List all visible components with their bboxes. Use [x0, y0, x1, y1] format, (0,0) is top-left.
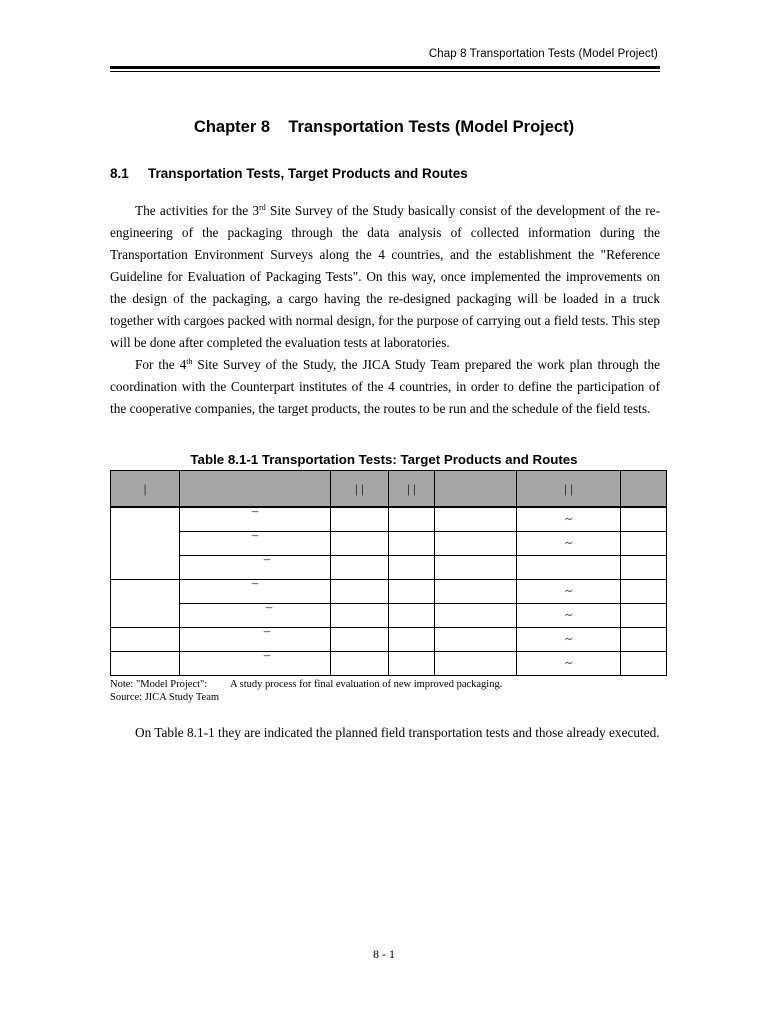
paragraph-1 — [110, 200, 660, 354]
table-cell — [621, 507, 667, 532]
paragraph-1-rest: Site Survey of the Study basically consist of the development of the re-engineering of the packaging through the data analysis of collected information during the Transportation Environment Surveys along the 4 countries, and the establishment the "Reference Guideline for Evaluation of Packaging Tests". On this way, once implemented the improvements on the design of the packaging, a cargo having the re-designed packaging will be loaded in a truck together with cargoes packed with normal design, for the purpose of carrying out a field tests. This step will be done after completed the evaluation tests at laboratories. — [110, 203, 660, 350]
header-cell-4: | | — [389, 471, 435, 508]
table-cell — [331, 652, 389, 676]
section-heading — [110, 166, 468, 181]
table-cell — [389, 532, 435, 556]
route-dash: – — [251, 503, 259, 518]
route-cell — [180, 575, 331, 604]
table-cell — [621, 532, 667, 556]
period-cell — [517, 628, 621, 652]
table-row — [111, 628, 667, 652]
table-cell — [435, 604, 517, 628]
header-cell-7 — [621, 471, 667, 508]
period-tilde: ~ — [564, 655, 573, 670]
table-cell — [435, 556, 517, 580]
closing-text — [110, 722, 660, 744]
table-cell — [331, 532, 389, 556]
paragraph-2 — [110, 354, 660, 420]
route-dash: – — [263, 647, 271, 662]
section-title: Transportation Tests, Target Products and Routes — [148, 166, 468, 181]
table-row — [111, 580, 667, 604]
route-cell — [180, 647, 331, 676]
table-cell — [435, 532, 517, 556]
route-dash: – — [251, 575, 259, 590]
table-cell — [389, 556, 435, 580]
table-cell — [435, 507, 517, 532]
table-cell — [389, 604, 435, 628]
table-cell — [435, 652, 517, 676]
table-cell — [435, 628, 517, 652]
running-header: Chap 8 Transportation Tests (Model Project) — [428, 48, 658, 60]
period-cell — [517, 580, 621, 604]
body-text — [110, 200, 660, 420]
table-cell — [331, 628, 389, 652]
paragraph-2-rest: Site Survey of the Study, the JICA Study Team prepared the work plan through the coordination with the Counterpart institutes of the 4 countries, in order to define the participation of the cooperative companies, the target products, the routes to be run and the schedule of the field tests. — [110, 357, 661, 416]
table-cell — [389, 580, 435, 604]
paragraph-1-superscript: rd — [259, 203, 266, 212]
header-cell-period: | | — [517, 471, 621, 508]
chapter-title: Chapter 8 Transportation Tests (Model Project) — [193, 118, 575, 136]
table-row — [111, 652, 667, 676]
group-cell — [111, 652, 180, 676]
group-cell — [111, 507, 180, 580]
paragraph-2-superscript: th — [186, 357, 193, 366]
route-dash: – — [263, 623, 271, 638]
paragraph-2-start: For the 4 — [135, 357, 187, 372]
table-header-row — [111, 471, 667, 508]
group-cell — [111, 580, 180, 628]
header-cell-5 — [435, 471, 517, 508]
table-source: Source: JICA Study Team — [110, 692, 220, 703]
page-number: 8 - 1 — [373, 947, 395, 961]
table-cell — [389, 507, 435, 532]
header-cell-route — [180, 471, 331, 508]
table-cell — [621, 556, 667, 580]
route-cell — [180, 599, 331, 628]
table-cell — [621, 580, 667, 604]
table-row — [111, 532, 667, 556]
period-tilde: ~ — [564, 607, 573, 622]
table-cell — [331, 507, 389, 532]
table-caption: Table 8.1-1 Transportation Tests: Target Products and Routes — [190, 452, 578, 467]
period-cell — [517, 532, 621, 556]
table-cell — [331, 580, 389, 604]
table-cell — [621, 652, 667, 676]
header-rule-thick — [110, 66, 660, 69]
table-cell — [331, 556, 389, 580]
period-tilde: ~ — [564, 535, 573, 550]
table-note — [110, 678, 502, 691]
header-rule-thin — [110, 71, 660, 72]
route-cell — [180, 527, 331, 556]
route-cell — [180, 623, 331, 652]
table-row — [111, 507, 667, 532]
table-cell — [621, 604, 667, 628]
period-tilde: ~ — [564, 631, 573, 646]
paragraph-1-start: The activities for the 3 — [135, 203, 260, 218]
period-cell — [517, 604, 621, 628]
route-dash: – — [263, 551, 271, 566]
header-cell-3: | | — [331, 471, 389, 508]
table-cell — [621, 628, 667, 652]
table-notes — [110, 678, 502, 704]
table-cell — [389, 628, 435, 652]
table-cell — [435, 580, 517, 604]
period-cell — [517, 507, 621, 532]
route-dash: – — [251, 527, 259, 542]
period-cell — [517, 556, 621, 580]
period-cell — [517, 652, 621, 676]
route-dash: – — [265, 599, 273, 614]
note-label: Note: "Model Project": — [110, 679, 208, 690]
header-cell-group: | — [111, 471, 180, 508]
table-row — [111, 604, 667, 628]
section-number: 8.1 — [110, 166, 129, 181]
note-text: A study process for final evaluation of new improved packaging. — [230, 679, 503, 690]
period-tilde: ~ — [564, 511, 573, 526]
period-tilde: ~ — [564, 583, 573, 598]
table-cell — [331, 604, 389, 628]
group-cell — [111, 628, 180, 652]
table-row — [111, 556, 667, 580]
closing-paragraph: On Table 8.1-1 they are indicated the planned field transportation tests and those already executed. — [135, 725, 660, 740]
routes-table — [110, 470, 667, 676]
table-cell — [389, 652, 435, 676]
